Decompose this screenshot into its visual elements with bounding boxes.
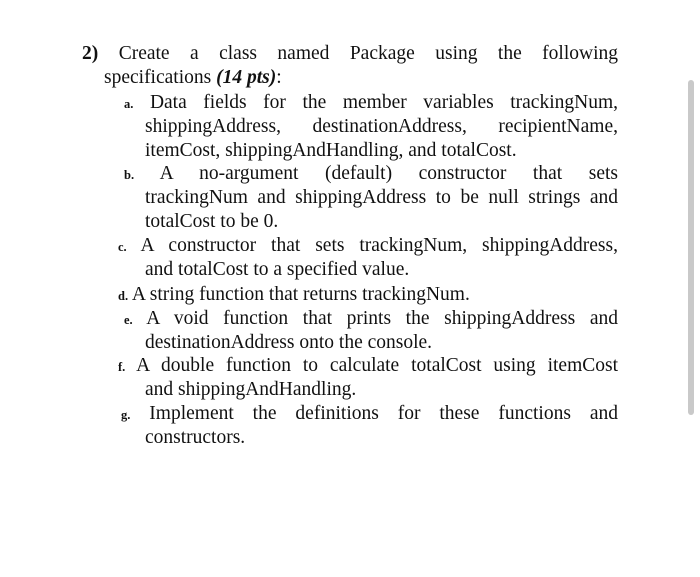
item-b-line-1: A no-argument (default) constructor that sets: [159, 163, 618, 184]
item-a-line-1: Data fields for the member variables trackingNum,: [149, 92, 619, 113]
item-g-line-2: constructors.: [145, 427, 246, 448]
item-marker-e: e.: [124, 313, 133, 327]
item-a-line-2: shippingAddress, destinationAddress, recipientName,: [145, 116, 618, 137]
item-e-line-1: A void function that prints the shippingAddress and: [146, 308, 618, 329]
item-a-continuation-1: [145, 115, 618, 139]
question-colon: :: [276, 67, 282, 88]
item-a-continuation-2: [145, 139, 517, 163]
question-text-line-2: specifications: [104, 67, 212, 88]
list-item-a: [124, 91, 618, 116]
item-marker-f: f.: [118, 360, 126, 374]
list-item-b: [124, 162, 618, 187]
item-c-line-1: A constructor that sets trackingNum, shippingAddress,: [140, 235, 618, 256]
list-item-d: [118, 283, 470, 308]
list-item-e: [124, 307, 618, 332]
item-marker-d: d.: [118, 289, 129, 303]
item-g-continuation-1: [145, 426, 245, 450]
item-marker-b: b.: [124, 168, 135, 182]
item-marker-c: c.: [118, 240, 127, 254]
question-number: 2): [82, 43, 99, 64]
item-marker-a: a.: [124, 97, 134, 111]
item-b-line-3: totalCost to be 0.: [145, 211, 279, 232]
item-g-line-1: Implement the definitions for these functions and: [149, 403, 618, 424]
list-item-c: [118, 234, 618, 259]
item-e-line-2: destinationAddress onto the console.: [145, 332, 433, 353]
item-f-line-1: A double function to calculate totalCost using itemCost: [136, 355, 618, 376]
item-d-line-1: A string function that returns trackingNum.: [131, 284, 470, 305]
item-b-continuation-1: [145, 186, 618, 210]
question-heading-line-1: [82, 42, 618, 66]
item-a-line-3: itemCost, shippingAndHandling, and totalCost.: [145, 140, 517, 161]
item-c-continuation-1: [145, 258, 409, 282]
question-text-line-1: Create a class named Package using the following: [118, 43, 619, 64]
list-item-f: [118, 354, 618, 379]
question-points: (14 pts): [216, 67, 277, 88]
item-f-continuation-1: [145, 378, 356, 402]
item-b-line-2: trackingNum and shippingAddress to be null strings and: [145, 187, 618, 208]
vertical-scrollbar[interactable]: [688, 80, 694, 415]
item-c-line-2: and totalCost to a specified value.: [145, 259, 410, 280]
list-item-g: [121, 402, 618, 427]
item-b-continuation-2: [145, 210, 278, 234]
item-e-continuation-1: [145, 331, 432, 355]
question-heading-line-2: [104, 66, 282, 90]
item-marker-g: g.: [121, 408, 131, 422]
item-f-line-2: and shippingAndHandling.: [145, 379, 357, 400]
